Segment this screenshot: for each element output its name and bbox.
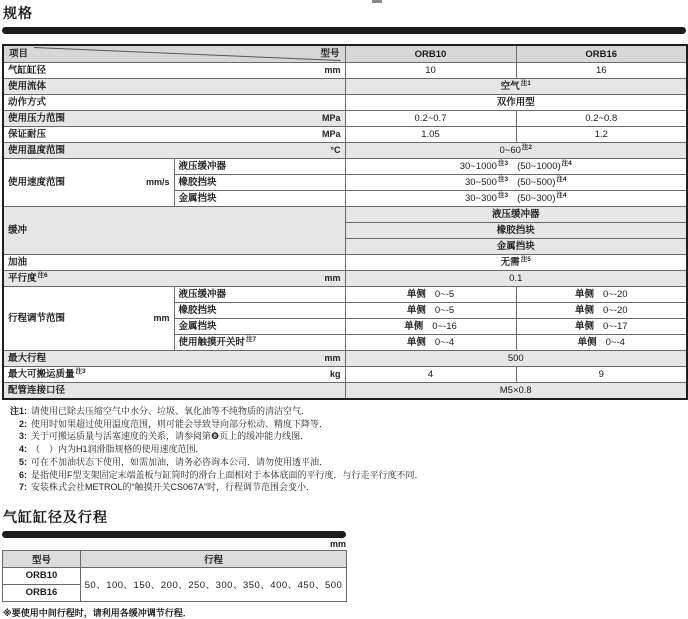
spec-sub-label: 使用触摸开关时$^{注7}$ [174,335,345,351]
bore-stroke-table [2,550,347,602]
spec-row-label: mm/s 使用速度范围 [3,159,174,207]
corner-item-label: 项目 [9,48,29,60]
spec-row-label: °C 使用温度范围 [3,143,345,159]
footnote-marker: 注1: [9,406,27,416]
spec-sub-label: 金属挡块 [174,319,345,335]
spec-row [3,111,687,127]
footnote-text: 是指使用F型支架固定末端盖板与缸筒时的滑台上面相对于本体底面的平行度．与行走平行度不同． [31,469,424,480]
spec-value-cell: 单侧 0~-4 [345,335,516,351]
spec-col-header-orb10: ORB10 [345,45,516,63]
footnote-line [3,430,688,443]
footnote-marker: 3: [18,431,27,442]
section-title-specs: 规格 [3,5,33,21]
spec-value-cell: 双作用型 [345,95,687,111]
spec-row [3,79,687,95]
footnote-text: 可在不加油状态下使用，如需加油，请务必咨询本公司．请勿使用透平油． [31,456,329,467]
spec-row [3,271,687,287]
model-cell-orb10: ORB10 [3,567,81,584]
spec-row-label: 配管连接口径 [3,383,345,400]
spec-sub-label: 金属挡块 [174,191,345,207]
footnote-marker: 6: [18,469,27,480]
spec-sub-label: 橡胶挡块 [174,303,345,319]
spec-value-cell: 1.05 [345,127,516,143]
footnote-line [3,443,688,456]
footnote-line [3,456,688,469]
spec-row [3,63,687,79]
spec-sub-label: 液压缓冲器 [174,159,345,175]
footnote-line [3,405,688,418]
spec-value-cell: 单侧 0~-17 [516,319,687,335]
section-bore-stroke [0,504,688,619]
spec-row [3,255,687,271]
footnote-line [3,418,688,431]
spec-value-cell: 金属挡块 [345,239,687,255]
stroke-values-cell: 50、100、150、200、250、300、350、400、450、500 [81,567,347,601]
spec-row-label: mm 行程调节范围 [3,287,174,351]
spec-value-cell: 0.2~0.7 [345,111,516,127]
spec-value-cell: 液压缓冲器 [345,207,687,223]
spec-row [3,95,687,111]
spec-corner-cell [3,45,345,63]
bore-header-row [3,550,347,567]
spec-row [3,383,687,400]
spec-value-cell: 单侧 0~-16 [345,319,516,335]
footnote-text: （ ）内为H1润滑脂规格的使用速度范围． [31,444,205,455]
bore-header-model: 型号 [3,550,81,567]
model-cell-orb16: ORB16 [3,584,81,601]
spec-row-label: kg 最大可搬运质量$^{注3}$ [3,367,345,383]
spec-value-cell: 16 [516,63,687,79]
bore-header-stroke: 行程 [81,550,347,567]
spec-sub-label: 液压缓冲器 [174,287,345,303]
footnote-marker: 5: [18,456,27,467]
spec-row-label: 加油 [3,255,345,271]
spec-row-label: 使用流体 [3,79,345,95]
spec-value-cell: 橡胶挡块 [345,223,687,239]
spec-row [3,367,687,383]
footnote-text: 使用时如果超过使用温度范围，则可能会导致导向部分松动、精度下降等． [31,418,329,429]
bottom-footnote: ※要使用中间行程时，请利用各缓冲调节行程． [3,607,192,618]
spec-row [3,207,687,223]
spec-row-label: 缓冲 [3,207,345,255]
section-divider-bar-2 [2,531,346,538]
footnote-marker: 7: [18,482,27,493]
spec-table [2,44,688,400]
spec-value-cell: 单侧 0~-4 [516,335,687,351]
spec-row-label: mm 最大行程 [3,351,345,367]
spec-row-label: MPa 使用压力范围 [3,111,345,127]
corner-diagonal-line [4,46,345,62]
spec-value-cell: 4 [345,367,516,383]
spec-value-cell: 30~300$^{注3}$ (50~300)$^{注4}$ [345,191,687,207]
spec-value-cell: 30~1000$^{注3}$ (50~1000)$^{注4}$ [345,159,687,175]
unit-label-mm: mm [329,538,346,549]
footnotes-section [3,405,688,494]
spec-value-cell: 1.2 [516,127,687,143]
spec-value-cell: 10 [345,63,516,79]
spec-col-header-orb16: ORB16 [516,45,687,63]
spec-value-cell: 无需$^{注5}$ [345,255,687,271]
section-title-bore-stroke: 气缸缸径及行程 [3,508,108,525]
spec-row [3,127,687,143]
spec-value-cell: 空气$^{注1}$ [345,79,687,95]
spec-value-cell: 9 [516,367,687,383]
spec-table-body [3,63,687,400]
spec-row [3,159,687,175]
spec-row-label: mm 气缸缸径 [3,63,345,79]
spec-value-cell: 单侧 0~-20 [516,287,687,303]
spec-sub-label: 橡胶挡块 [174,175,345,191]
footnote-marker: 4: [18,444,27,455]
footnote-line [3,469,688,482]
spec-row [3,143,687,159]
page-edge-artifact [372,0,382,3]
footnote-text: 安装株式会社METROL的“触摸开关CS067A”时，行程调节范围会变小． [31,482,316,493]
footnote-text: 请使用已除去压缩空气中水分、垃圾、氧化油等不纯物质的清洁空气． [31,406,311,416]
footnote-line [3,481,688,494]
bore-row-orb10 [3,567,347,584]
corner-model-label: 型号 [320,48,340,60]
spec-value-cell: 0.2~0.8 [516,111,687,127]
spec-value-cell: 0.1 [345,271,687,287]
spec-value-cell: 0~60$^{注2}$ [345,143,687,159]
footnote-text: 关于可搬运质量与活塞速度的关系，请参阅第❽页上的缓冲能力线图． [31,431,310,442]
spec-header-row [3,45,687,63]
spec-row-label: MPa 保证耐压 [3,127,345,143]
spec-value-cell: 500 [345,351,687,367]
spec-row [3,351,687,367]
spec-row-label: mm 平行度$^{注6}$ [3,271,345,287]
spec-row [3,287,687,303]
spec-value-cell: 单侧 0~-5 [345,287,516,303]
spec-value-cell: M5×0.8 [345,383,687,400]
spec-row-label: 动作方式 [3,95,345,111]
spec-value-cell: 30~500$^{注3}$ (50~500)$^{注4}$ [345,175,687,191]
section-divider-bar [2,27,686,34]
spec-value-cell: 单侧 0~-20 [516,303,687,319]
spec-value-cell: 单侧 0~-5 [345,303,516,319]
footnote-marker: 2: [18,418,27,429]
